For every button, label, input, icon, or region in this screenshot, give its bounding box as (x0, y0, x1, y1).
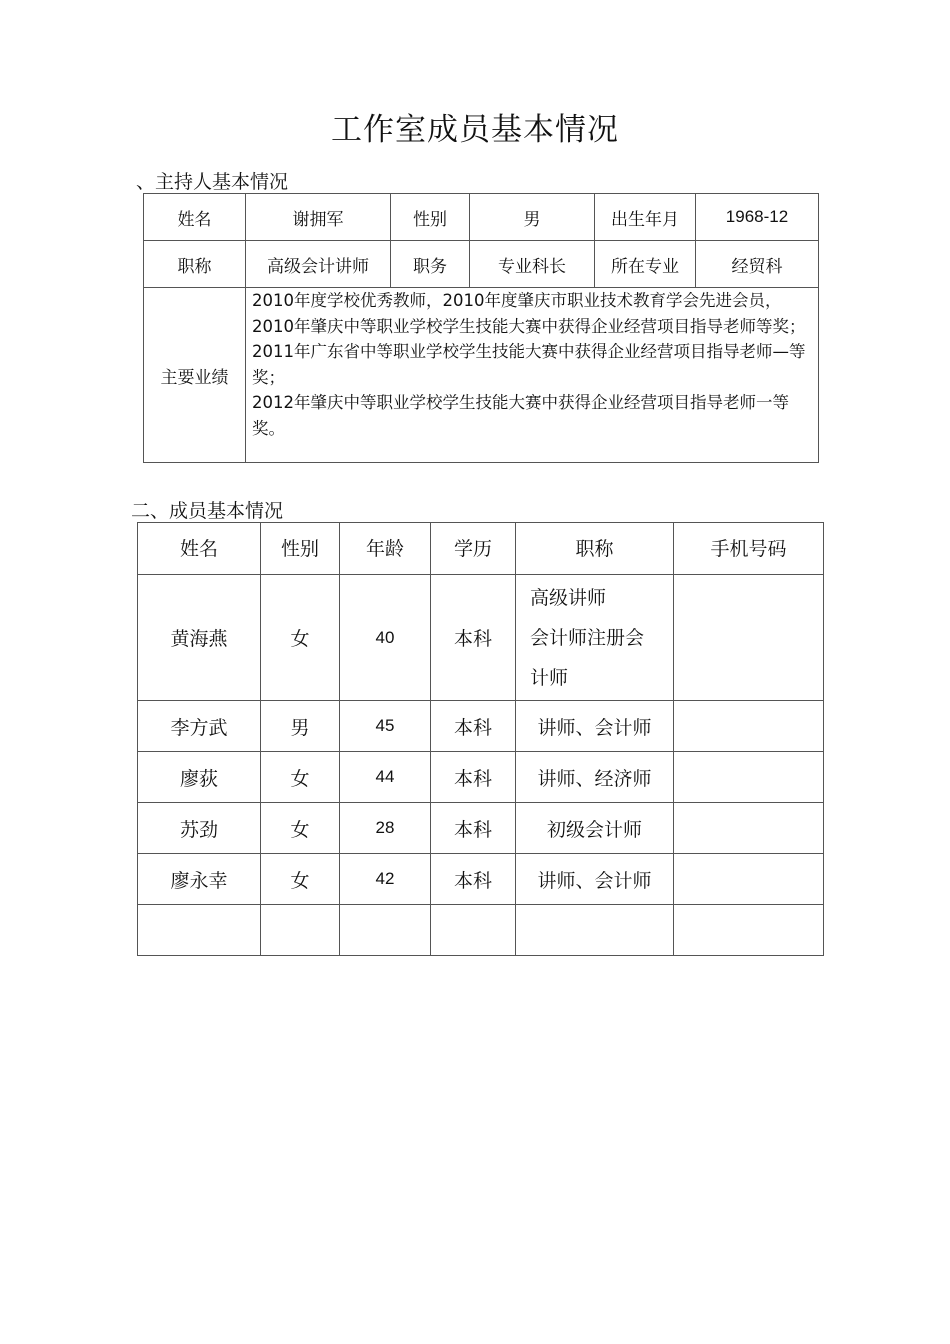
member-education: 本科 (431, 803, 516, 854)
table-row (138, 701, 824, 752)
table-row (138, 803, 824, 854)
member-title (516, 905, 674, 956)
birth-value: 1968-12 (696, 194, 819, 241)
gender-label: 性别 (391, 194, 470, 241)
member-phone (674, 803, 824, 854)
member-gender: 女 (261, 854, 340, 905)
table-row (138, 575, 824, 701)
member-gender: 男 (261, 701, 340, 752)
member-name: 廖荻 (138, 752, 261, 803)
table-row (144, 288, 819, 463)
job-title-value: 高级会计讲师 (246, 241, 391, 288)
table-row (138, 854, 824, 905)
column-header: 年龄 (340, 523, 431, 575)
section-heading-members: 二、成员基本情况 (131, 500, 284, 522)
name-label: 姓名 (144, 194, 246, 241)
column-header: 姓名 (138, 523, 261, 575)
position-label: 职务 (391, 241, 470, 288)
achievement-item: 2012年肇庆中等职业学校学生技能大赛中获得企业经营项目指导老师一等奖。 (252, 393, 789, 438)
major-value: 经贸科 (696, 241, 819, 288)
achievements-label: 主要业绩 (144, 288, 246, 463)
page-title: 工作室成员基本情况 (331, 112, 619, 148)
member-education: 本科 (431, 701, 516, 752)
member-gender: 女 (261, 803, 340, 854)
position-value: 专业科长 (470, 241, 595, 288)
member-age: 40 (340, 575, 431, 701)
member-gender (261, 905, 340, 956)
member-education: 本科 (431, 752, 516, 803)
member-age: 45 (340, 701, 431, 752)
table-row (144, 194, 819, 241)
table-row (144, 241, 819, 288)
member-phone (674, 752, 824, 803)
member-title: 初级会计师 (516, 803, 674, 854)
member-gender: 女 (261, 575, 340, 701)
section-heading-host: 、主持人基本情况 (136, 171, 289, 193)
table-header-row (138, 523, 824, 575)
birth-label: 出生年月 (595, 194, 696, 241)
column-header: 手机号码 (674, 523, 824, 575)
member-age: 44 (340, 752, 431, 803)
member-title: 讲师、经济师 (516, 752, 674, 803)
name-value: 谢拥军 (246, 194, 391, 241)
member-name (138, 905, 261, 956)
member-phone (674, 854, 824, 905)
host-info-table (143, 193, 819, 463)
member-phone (674, 905, 824, 956)
member-age: 28 (340, 803, 431, 854)
member-education (431, 905, 516, 956)
achievement-item: 2010年度学校优秀教师，2010年度肇庆市职业技术教育学会先进会员，2010年肇庆中等职业学校学生技能大赛中获得企业经营项目指导老师等奖； (252, 291, 806, 336)
member-name: 苏劲 (138, 803, 261, 854)
members-table (137, 522, 824, 956)
column-header: 性别 (261, 523, 340, 575)
column-header: 学历 (431, 523, 516, 575)
member-name: 廖永幸 (138, 854, 261, 905)
major-label: 所在专业 (595, 241, 696, 288)
member-gender: 女 (261, 752, 340, 803)
member-name: 黄海燕 (138, 575, 261, 701)
member-name: 李方武 (138, 701, 261, 752)
member-age: 42 (340, 854, 431, 905)
member-title: 讲师、会计师 (516, 854, 674, 905)
table-row (138, 752, 824, 803)
member-title-line: 会计师注册会 (530, 626, 645, 649)
member-phone (674, 575, 824, 701)
table-row (138, 905, 824, 956)
member-education: 本科 (431, 575, 516, 701)
member-title: 讲师、会计师 (516, 701, 674, 752)
member-age (340, 905, 431, 956)
gender-value: 男 (470, 194, 595, 241)
member-title-line: 计师 (530, 666, 569, 689)
member-title-line: 高级讲师 (530, 586, 607, 609)
column-header: 职称 (516, 523, 674, 575)
member-education: 本科 (431, 854, 516, 905)
member-phone (674, 701, 824, 752)
achievements-cell (246, 288, 819, 463)
job-title-label: 职称 (144, 241, 246, 288)
member-title (516, 575, 674, 701)
achievement-item: 2011年广东省中等职业学校学生技能大赛中获得企业经营项目指导老师—等奖； (252, 342, 806, 387)
